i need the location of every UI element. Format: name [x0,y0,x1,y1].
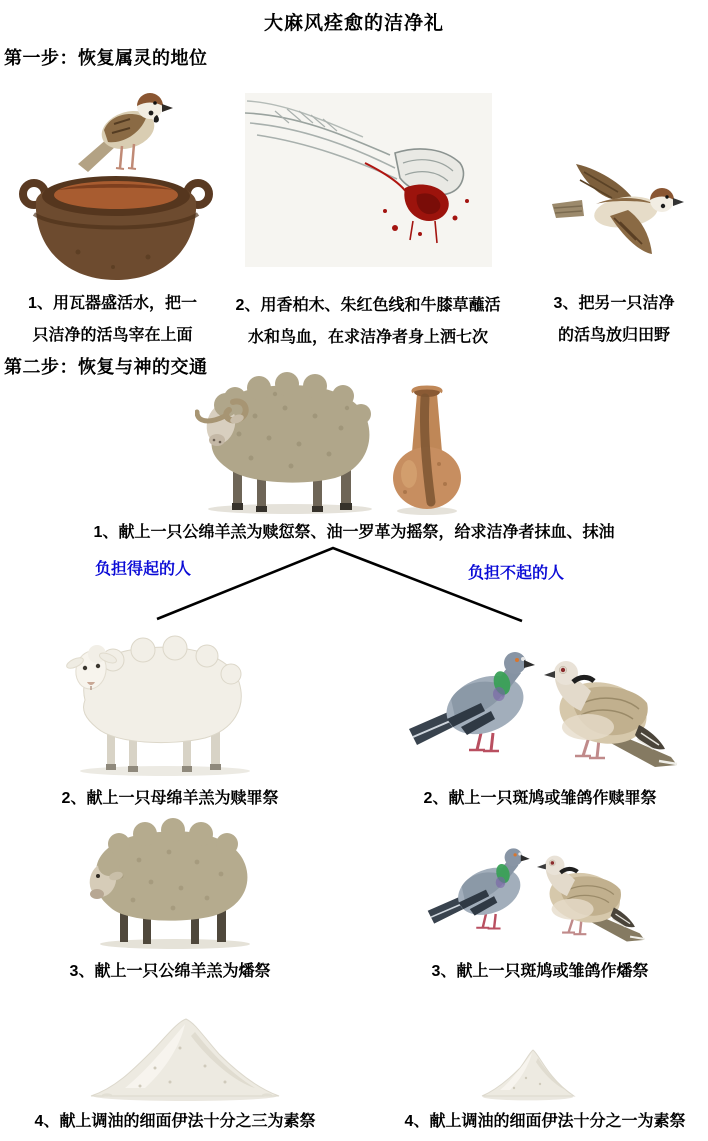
sparrow-on-clay-pot-image [18,72,213,285]
cannot-afford-caption-2: 2、献上一只斑鸠或雏鸽作赎罪祭 [423,790,657,807]
cannot-afford-caption-3: 3、献上一只斑鸠或雏鸽作燔祭 [431,963,649,980]
afford-caption-3: 3、献上一只公绵羊羔为燔祭 [69,963,271,980]
step1-caption-3 [528,288,700,352]
cannot-afford-caption-4: 4、献上调油的细面伊法十分之一为素祭 [404,1113,686,1130]
step1-caption-3-line1: 3、把另一只洁净 [553,295,675,312]
rock-pigeon [409,652,535,751]
white-ewe-lamb-image [55,630,260,778]
step1-caption-1-line1: 1、用瓦器盛活水，把一 [28,295,197,312]
collared-dove-2 [537,856,645,942]
flying-sparrow-image [548,160,698,262]
branch-lines [150,542,570,627]
sketch-bird-blood-image [245,93,492,267]
step1-caption-2-line1: 2、用香柏木、朱红色线和牛膝草蘸活 [235,297,501,314]
step1-caption-1 [0,288,225,352]
step1-caption-2-line2: 水和鸟血，在求洁净者身上洒七次 [247,329,488,346]
step1-caption-3-line2: 的活鸟放归田野 [557,327,670,344]
step1-caption-1-line2: 只洁净的活鸟宰在上面 [32,327,193,344]
afford-caption-2: 2、献上一只母绵羊羔为赎罪祭 [61,790,279,807]
branch-left-label: 负担得起的人 [95,561,192,578]
rock-pigeon-2 [428,848,530,928]
afford-caption-4: 4、献上调油的细面伊法十分之三为素祭 [34,1113,316,1130]
ram-and-oil-jug-image [195,372,465,517]
large-flour-pile-image [85,1008,285,1102]
step2-offering1-caption: 1、献上一只公绵羊羔为赎愆祭、油一罗革为摇祭，给求洁净者抹血、抹油 [93,524,615,541]
wool-ram-lamb-image [75,818,270,950]
step2-heading: 第二步：恢复与神的交通 [4,357,208,377]
small-flour-pile-image [478,1040,578,1102]
collared-dove [544,661,677,767]
step1-heading: 第一步：恢复属灵的地位 [4,48,208,68]
page-title: 大麻风痊愈的洁净礼 [263,13,444,34]
pigeon-and-turtledove-image-1 [403,633,690,780]
branch-right-label: 负担不起的人 [468,565,565,582]
pigeon-and-turtledove-image-2 [408,833,670,952]
step1-caption-2 [222,290,514,354]
